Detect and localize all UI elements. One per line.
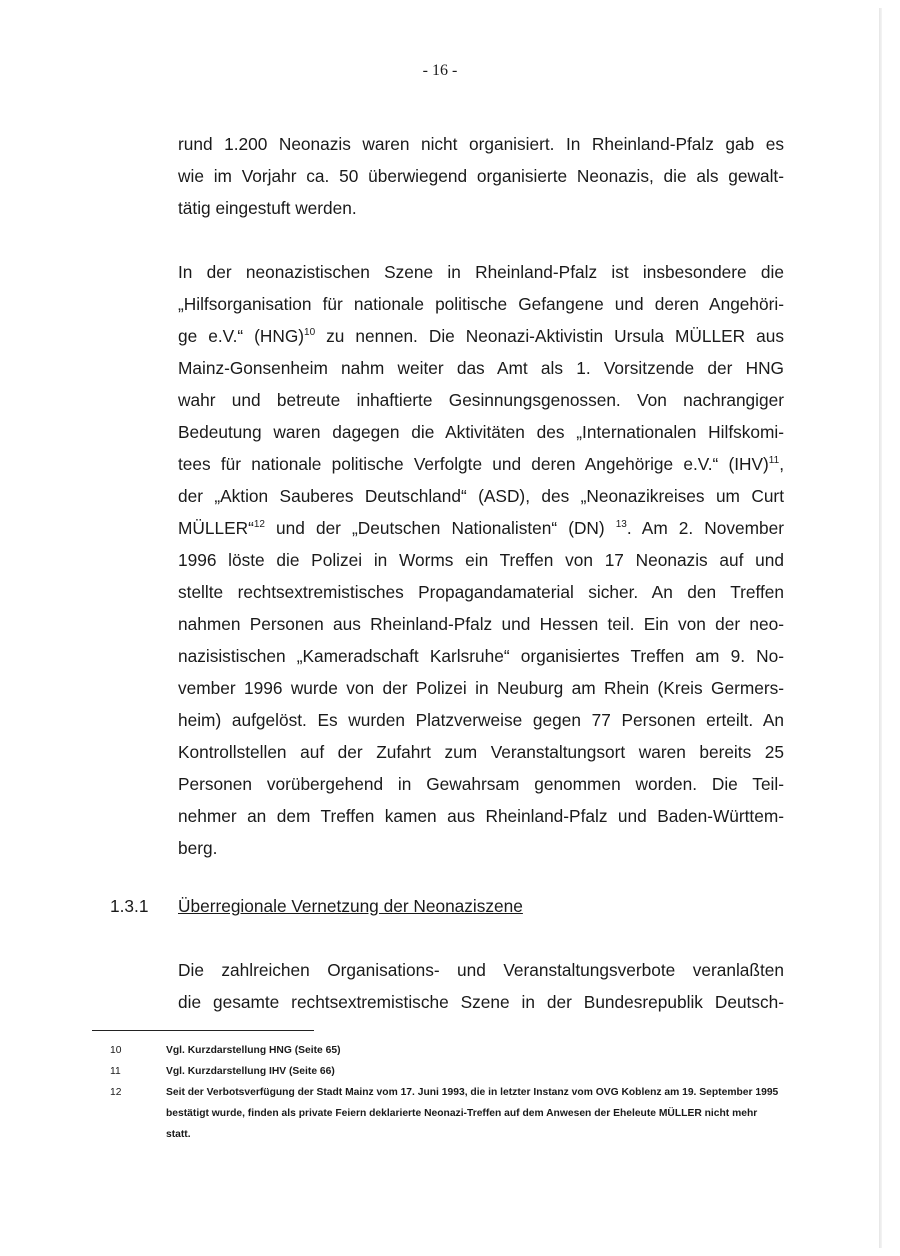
page-number: - 16 - bbox=[422, 62, 458, 79]
paragraph-3 bbox=[178, 954, 784, 1018]
text-line: die gesamte rechtsextremistische Szene in der Bundesrepublik Deutsch- bbox=[178, 992, 784, 1012]
text-line: 1996 löste die Polizei in Worms ein Treffen von 17 Neonazis auf und bbox=[178, 550, 784, 570]
text-line: wie im Vorjahr ca. 50 überwiegend organisierte Neonazis, die als gewalt- bbox=[178, 166, 784, 186]
footnote-ref-10[interactable]: 10 bbox=[304, 327, 316, 338]
footnote-separator bbox=[92, 1030, 314, 1031]
text-line bbox=[178, 320, 784, 352]
text-line: vember 1996 wurde von der Polizei in Neuburg am Rhein (Kreis Germers- bbox=[178, 678, 784, 698]
section-number: 1.3.1 bbox=[110, 896, 149, 916]
paragraph-2 bbox=[178, 256, 784, 864]
text-line bbox=[178, 448, 784, 480]
text-line: Die zahlreichen Organisations- und Veranstaltungsverbote veranlaßten bbox=[178, 960, 784, 980]
text-fragment: und der „Deutschen Nationalisten“ (DN) bbox=[264, 518, 616, 538]
text-line: Bedeutung waren dagegen die Aktivitäten des „Internationalen Hilfskomi- bbox=[178, 422, 784, 442]
footnote-ref-13[interactable]: 13 bbox=[615, 519, 627, 530]
footnote-text: Vgl. Kurzdarstellung IHV (Seite 66) bbox=[166, 1066, 335, 1077]
footnote-12 bbox=[110, 1082, 782, 1145]
text-fragment: zu nennen. Die Neonazi-Aktivistin Ursula MÜLLER aus bbox=[315, 326, 784, 346]
text-line: rund 1.200 Neonazis waren nicht organisiert. In Rheinland-Pfalz gab es bbox=[178, 134, 784, 154]
text-fragment: , bbox=[779, 454, 784, 474]
footnote-ref-12[interactable]: 12 bbox=[253, 519, 265, 530]
text-line: der „Aktion Sauberes Deutschland“ (ASD), des „Neonazikreises um Curt bbox=[178, 486, 784, 506]
text-line: Personen vorübergehend in Gewahrsam genommen worden. Die Teil- bbox=[178, 774, 784, 794]
text-line: wahr und betreute inhaftierte Gesinnungsgenossen. Von nachrangiger bbox=[178, 390, 784, 410]
footnote-number: 11 bbox=[110, 1066, 121, 1077]
text-fragment: . Am 2. November bbox=[626, 518, 784, 538]
text-line: Mainz-Gonsenheim nahm weiter das Amt als 1. Vorsitzende der HNG bbox=[178, 358, 784, 378]
text-line: tätig eingestuft werden. bbox=[178, 198, 357, 218]
footnote-number: 12 bbox=[110, 1087, 122, 1098]
section-title: Überregionale Vernetzung der Neonaziszene bbox=[178, 896, 523, 916]
text-line: berg. bbox=[178, 838, 218, 858]
text-line: nazisistischen „Kameradschaft Karlsruhe“ organisiertes Treffen am 9. No- bbox=[178, 646, 784, 666]
text-line bbox=[178, 512, 784, 544]
text-line: „Hilfsorganisation für nationale politische Gefangene und deren Angehöri- bbox=[178, 294, 784, 314]
text-line: nahmen Personen aus Rheinland-Pfalz und Hessen teil. Ein von der neo- bbox=[178, 614, 784, 634]
footnote-text: Vgl. Kurzdarstellung HNG (Seite 65) bbox=[166, 1045, 341, 1056]
footnote-ref-11[interactable]: 11 bbox=[768, 455, 780, 466]
footnote-text: Seit der Verbotsverfügung der Stadt Mainz vom 17. Juni 1993, die in letzter Instanz vom OVG Koblenz am 19. September 1995 bestätigt wurde, finden als private Feiern deklarierte Neonazi-Treffen auf dem Anwesen der Eheleute MÜLLER nicht mehr statt. bbox=[166, 1087, 779, 1140]
page-edge-shadow bbox=[879, 8, 882, 1248]
text-fragment: tees für nationale politische Verfolgte und deren Angehörige e.V.“ (IHV) bbox=[178, 454, 769, 474]
text-line: heim) aufgelöst. Es wurden Platzverweise gegen 77 Personen erteilt. An bbox=[178, 710, 784, 730]
text-fragment: MÜLLER“ bbox=[178, 518, 254, 538]
text-line: In der neonazistischen Szene in Rheinland-Pfalz ist insbesondere die bbox=[178, 262, 784, 282]
text-line: nehmer an dem Treffen kamen aus Rheinland-Pfalz und Baden-Württem- bbox=[178, 806, 784, 826]
footnote-11 bbox=[110, 1061, 782, 1082]
footnote-number: 10 bbox=[110, 1045, 122, 1056]
text-line: stellte rechtsextremistisches Propagandamaterial sicher. An den Treffen bbox=[178, 582, 784, 602]
text-line: Kontrollstellen auf der Zufahrt zum Veranstaltungsort waren bereits 25 bbox=[178, 742, 784, 762]
footnote-10 bbox=[110, 1040, 782, 1061]
paragraph-1 bbox=[178, 128, 784, 224]
text-fragment: ge e.V.“ (HNG) bbox=[178, 326, 305, 346]
